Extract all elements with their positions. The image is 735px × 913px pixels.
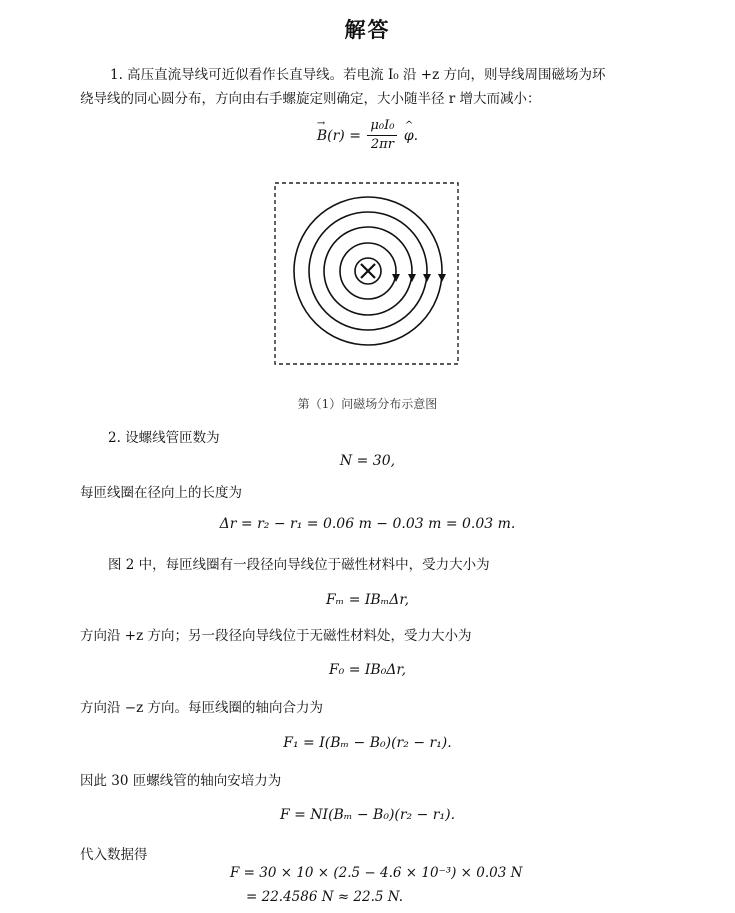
eq-b-numerator: μ₀I₀ [367,118,397,136]
magnetic-field-diagram [265,178,465,368]
current-into-page-icon [361,264,375,278]
s1-line1: 1. 高压直流导线可近似看作长直导线。若电流 I₀ 沿 +z 方向，则导线周围磁场为环 [110,67,606,83]
eq-force-magnetic: Fₘ = IBₘΔr, [325,592,410,608]
arrow-icon-1 [392,274,400,282]
eq-b-lhs: → B(r) = [317,128,361,144]
s2-substitute-text: 代入数据得 [80,847,148,863]
eq-calc-line2: = 22.4586 N ≈ 22.5 N. [246,889,404,905]
eq-calc-line1: F = 30 × 10 × (2.5 − 4.6 × 10⁻³) × 0.03 N [230,865,523,881]
eq-force-per-turn: F₁ = I(Bₘ − B₀)(r₂ − r₁). [283,735,452,751]
s2-intro: 2. 设螺线管匝数为 [108,430,220,446]
eq-b-rhs: ^ φ. [404,128,418,144]
s2-fig2-text: 图 2 中，每匝线圈有一段径向导线位于磁性材料中，受力大小为 [108,557,490,573]
arrow-icon-2 [408,274,416,282]
field-direction-arrows [392,274,446,282]
s1-line2: 绕导线的同心圆分布，方向由右手螺旋定则确定，大小随半径 r 增大而减小： [80,91,541,107]
eq-total-force: F = NI(Bₘ − B₀)(r₂ − r₁). [279,807,456,823]
s2-length-text: 每匝线圈在径向上的长度为 [80,485,242,501]
eq-turns: N = 30, [339,453,396,469]
s2-total-text: 因此 30 匝螺线管的轴向安培力为 [80,773,282,789]
s2-direction1-text: 方向沿 +z 方向；另一段径向导线位于无磁性材料处，受力大小为 [80,628,472,644]
eq-delta-r: Δr = r₂ − r₁ = 0.06 m − 0.03 m = 0.03 m. [219,516,516,532]
arrow-icon-4 [438,274,446,282]
eq-b-denominator: 2πr [370,137,394,152]
eq-magnetic-field [0,118,735,153]
eq-b-fraction [367,118,397,153]
eq-force-nonmagnetic: F₀ = IB₀Δr, [328,662,407,678]
page-title: 解答 [344,18,391,42]
arrow-icon-3 [423,274,431,282]
s2-direction2-text: 方向沿 −z 方向。每匝线圈的轴向合力为 [80,700,324,716]
figure-caption: 第（1）问磁场分布示意图 [297,397,438,411]
